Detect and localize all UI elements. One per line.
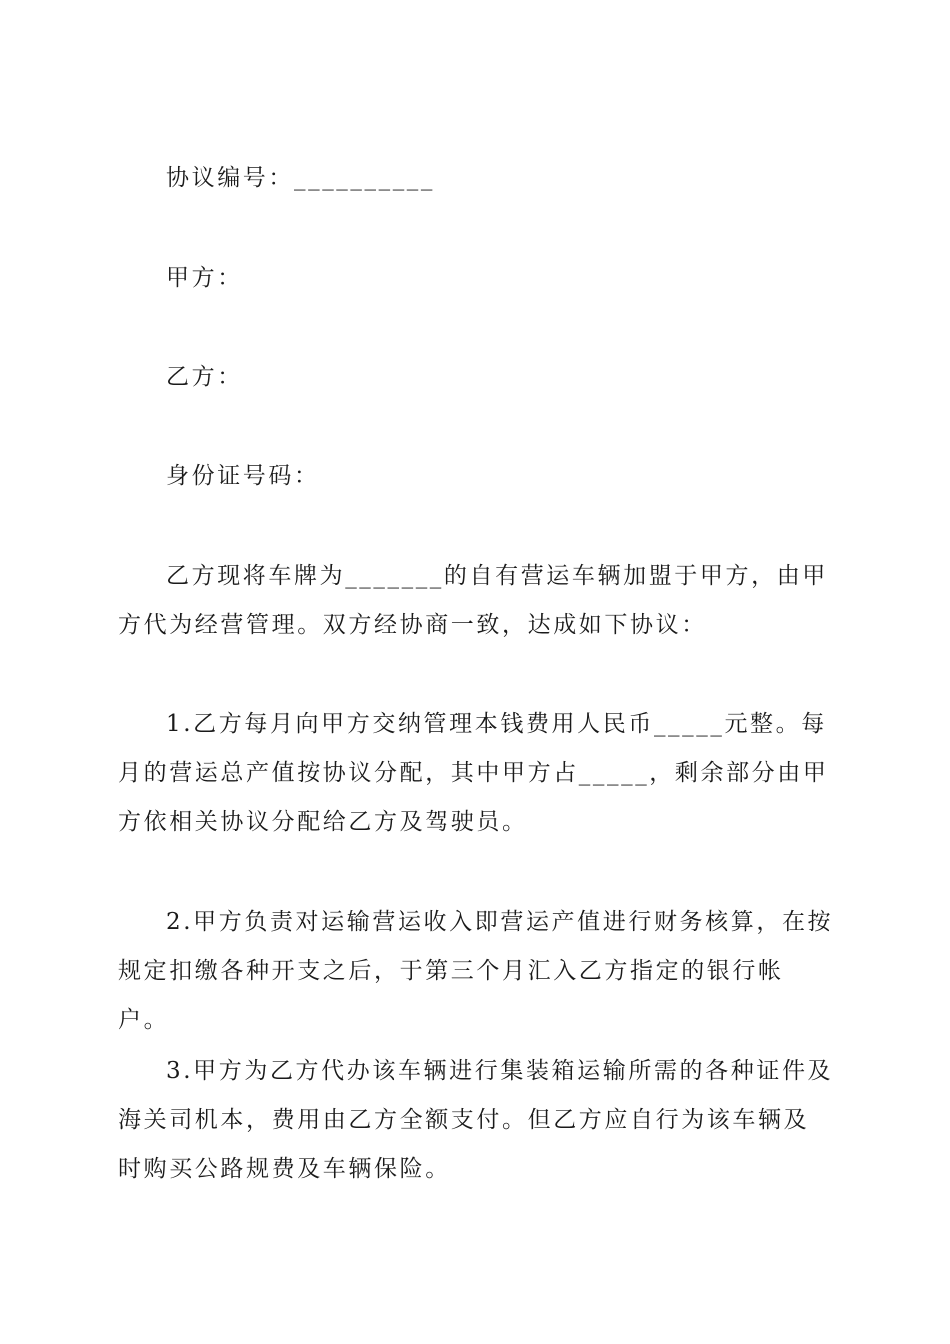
agreement-number-field: 协议编号：__________ xyxy=(166,165,435,191)
id-number-field: 身份证号码： xyxy=(166,463,320,489)
clause-2-paragraph: 2.甲方负责对运输营运收入即营运产值进行财务核算，在按规定扣缴各种开支之后，于第三个月汇入乙方指定的银行帐户。 xyxy=(118,909,834,1033)
party-b-field: 乙方： xyxy=(166,364,243,390)
party-a-field: 甲方： xyxy=(166,265,243,291)
clause-3-paragraph: 3.甲方为乙方代办该车辆进行集装箱运输所需的各种证件及海关司机本，费用由乙方全额支付。但乙方应自行为该车辆及时购买公路规费及车辆保险。 xyxy=(118,1058,834,1182)
intro-paragraph: 乙方现将车牌为_______的自有营运车辆加盟于甲方，由甲方代为经营管理。双方经协商一致，达成如下协议： xyxy=(118,563,828,638)
clause-1-paragraph: 1.乙方每月向甲方交纳管理本钱费用人民币_____元整。每月的营运总产值按协议分配，其中甲方占_____，剩余部分由甲方依相关协议分配给乙方及驾驶员。 xyxy=(118,711,829,835)
